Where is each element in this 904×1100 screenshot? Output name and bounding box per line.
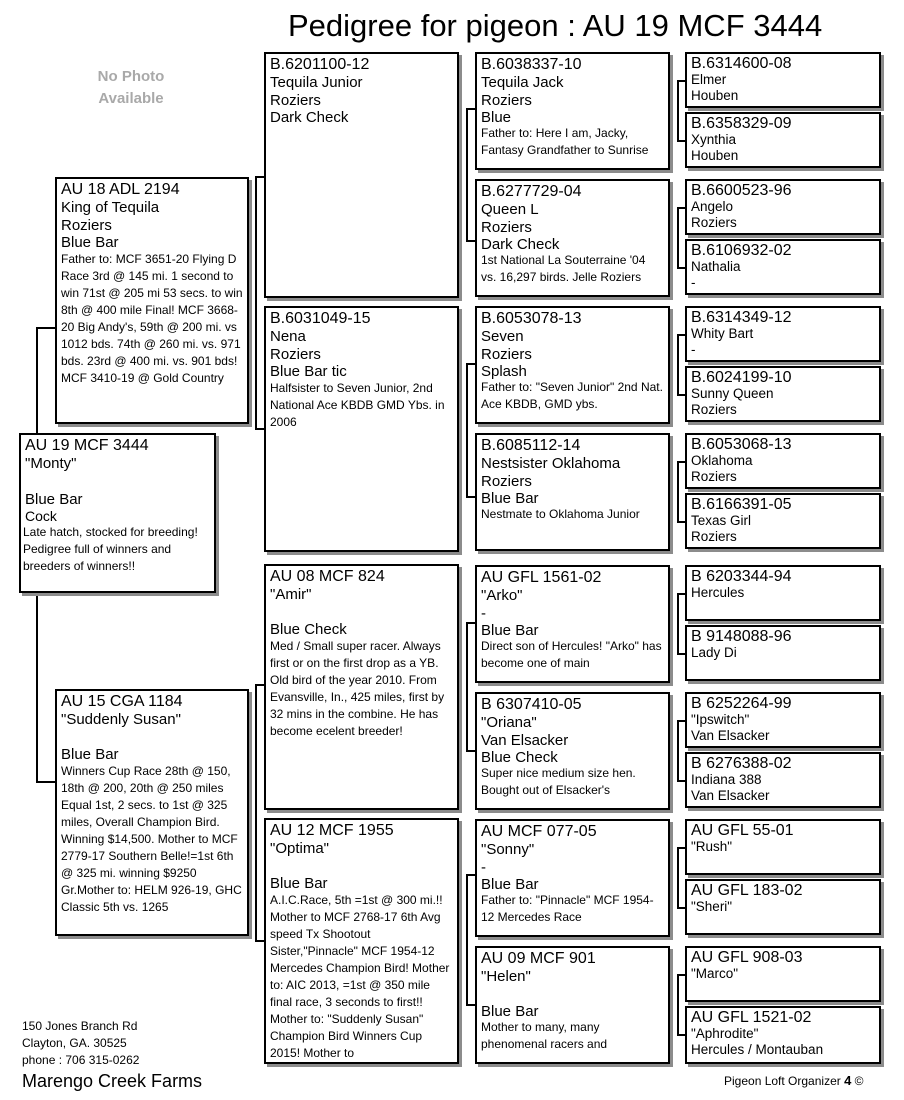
subject-name: "Monty": [25, 455, 77, 472]
software-version: 4: [844, 1073, 852, 1088]
sire-band: AU 18 ADL 2194: [61, 181, 180, 198]
connector: [36, 327, 55, 329]
gen5-band: B.6600523-96: [691, 182, 792, 199]
connector: [677, 461, 685, 463]
ancestor-notes: 1st National La Souterraine '04 vs. 16,297 birds. Jelle Roziers: [481, 253, 646, 284]
grandparent-color: Dark Check: [270, 109, 349, 126]
sire-card[interactable]: [55, 177, 249, 424]
gen5-card[interactable]: [685, 692, 881, 748]
connector: [677, 593, 679, 653]
ancestor-notes: Super nice medium size hen. Bought out of Elsacker's: [481, 766, 636, 797]
gen5-band: B.6314600-08: [691, 55, 792, 72]
ancestor-breeder: Roziers: [481, 92, 532, 109]
ancestor-color: Blue Bar: [481, 876, 539, 893]
connector: [677, 780, 685, 782]
ancestor-band: AU GFL 1561-02: [481, 569, 602, 586]
gen5-band: B.6358329-09: [691, 115, 792, 132]
connector: [255, 176, 257, 428]
connector: [677, 847, 679, 907]
ancestor-color: Blue Bar: [481, 1003, 539, 1020]
gen5-name: "Sheri": [691, 899, 733, 914]
gen5-breeder: Roziers: [691, 215, 737, 230]
ancestor-breeder: [481, 986, 664, 1004]
connector: [677, 461, 679, 521]
gen5-card[interactable]: [685, 493, 881, 549]
connector: [677, 974, 685, 976]
gen5-band: B.6166391-05: [691, 496, 792, 513]
connector: [466, 363, 468, 496]
gen5-band: B 9148088-96: [691, 628, 792, 645]
connector: [255, 176, 264, 178]
ancestor-color: Splash: [481, 363, 527, 380]
grandparent-notes: Halfsister to Seven Junior, 2nd National Ace KBDB GMD Ybs. in 2006: [270, 381, 445, 429]
grandparent-notes: A.I.C.Race, 5th =1st @ 300 mi.!! Mother to MCF 2768-17 6th Avg speed Tx Shootout Sister,"Pinnacle" MCF 1954-12 Mercedes Champion Bird! Mother to: AIC 2013, =1st @ 350 mile final race, 3 seconds to first!! Mother to: "Suddenly Susan" Champion Bird Winners Cup 2015! Mother to: [270, 893, 450, 1060]
ancestor-color: Blue Check: [481, 749, 558, 766]
connector: [466, 240, 475, 242]
ancestor-notes: Father to: "Seven Junior" 2nd Nat. Ace KBDB, GMD ybs.: [481, 380, 663, 411]
grandparent-band: AU 12 MCF 1955: [270, 822, 394, 839]
grandparent-name: Tequila Junior: [270, 74, 363, 91]
connector: [677, 267, 685, 269]
ancestor-breeder: Van Elsacker: [481, 732, 569, 749]
gen5-name: "Rush": [691, 839, 733, 854]
gen5-band: AU GFL 183-02: [691, 882, 803, 899]
gen5-band: B 6252264-99: [691, 695, 792, 712]
ancestor-breeder: Roziers: [481, 346, 532, 363]
address-block: [22, 1018, 139, 1069]
connector: [677, 720, 679, 780]
page-title: Pedigree for pigeon : AU 19 MCF 3444: [288, 8, 823, 43]
subject-notes: Late hatch, stocked for breeding! Pedigree full of winners and breeders of winners!!: [23, 525, 198, 573]
grandparent-band: AU 08 MCF 824: [270, 568, 385, 585]
ancestor-notes: Father to: "Pinnacle" MCF 1954-12 Mercedes Race: [481, 893, 654, 924]
great-grandparent-card[interactable]: [475, 946, 670, 1064]
connector: [677, 334, 679, 394]
subject-band: AU 19 MCF 3444: [25, 437, 149, 454]
gen5-breeder: -: [691, 342, 696, 357]
great-grandparent-card[interactable]: [475, 306, 670, 424]
gen5-card[interactable]: [685, 752, 881, 808]
ancestor-breeder: -: [481, 859, 486, 876]
connector: [466, 622, 475, 624]
grandparent-breeder: [270, 858, 453, 876]
ancestor-name: "Arko": [481, 587, 523, 604]
ancestor-breeder: -: [481, 605, 486, 622]
connector: [466, 363, 475, 365]
connector: [255, 684, 264, 686]
grandparent-band: B.6031049-15: [270, 310, 371, 327]
connector: [677, 653, 685, 655]
connector: [466, 108, 468, 240]
copyright-icon: ©: [854, 1074, 864, 1088]
ancestor-band: AU MCF 077-05: [481, 823, 597, 840]
ancestor-notes: Father to: Here I am, Jacky, Fantasy Grandfather to Sunrise: [481, 126, 649, 157]
grandparent-card[interactable]: [264, 52, 459, 298]
connector: [466, 874, 475, 876]
gen5-card[interactable]: [685, 1006, 881, 1064]
grandparent-color: Blue Bar: [270, 875, 328, 892]
gen5-name: Oklahoma: [691, 453, 753, 468]
gen5-card[interactable]: [685, 306, 881, 362]
grandparent-card[interactable]: [264, 306, 459, 552]
gen5-name: Nathalia: [691, 259, 741, 274]
gen5-band: B 6276388-02: [691, 755, 792, 772]
gen5-name: Elmer: [691, 72, 727, 87]
ancestor-band: B.6085112-14: [481, 437, 581, 454]
connector: [466, 750, 475, 752]
ancestor-name: Tequila Jack: [481, 74, 564, 91]
ancestor-name: Seven: [481, 328, 524, 345]
great-grandparent-card[interactable]: [475, 52, 670, 170]
ancestor-notes: Mother to many, many phenomenal racers and: [481, 1020, 608, 1051]
gen5-band: B.6024199-10: [691, 369, 792, 386]
no-photo-placeholder: [80, 66, 182, 110]
dam-band: AU 15 CGA 1184: [61, 693, 183, 710]
gen5-card[interactable]: [685, 625, 881, 681]
ancestor-name: Nestsister Oklahoma: [481, 455, 621, 472]
sire-name: King of Tequila: [61, 199, 160, 216]
gen5-breeder: Roziers: [691, 402, 737, 417]
subject-card[interactable]: [19, 433, 216, 593]
connector: [36, 781, 55, 783]
ancestor-band: B 6307410-05: [481, 696, 582, 713]
ancestor-band: AU 09 MCF 901: [481, 950, 596, 967]
connector: [255, 684, 257, 940]
great-grandparent-card[interactable]: [475, 692, 670, 810]
subject-blank-line: [25, 473, 210, 491]
gen5-name: Xynthia: [691, 132, 737, 147]
gen5-breeder: Van Elsacker: [691, 788, 770, 803]
gen5-card[interactable]: [685, 879, 881, 935]
grandparent-breeder: Roziers: [270, 92, 321, 109]
gen5-band: AU GFL 1521-02: [691, 1009, 812, 1026]
connector: [466, 622, 468, 750]
gen5-breeder: Roziers: [691, 529, 737, 544]
gen5-breeder: -: [691, 275, 696, 290]
ancestor-name: "Sonny": [481, 841, 535, 858]
grandparent-color: Blue Check: [270, 621, 347, 638]
connector: [677, 593, 685, 595]
great-grandparent-card[interactable]: [475, 179, 670, 297]
ancestor-name: "Oriana": [481, 714, 537, 731]
connector: [255, 940, 264, 942]
grandparent-color: Blue Bar tic: [270, 363, 347, 380]
gen5-name: "Aphrodite": [691, 1026, 759, 1041]
ancestor-color: Blue Bar: [481, 490, 539, 507]
connector: [677, 207, 685, 209]
gen5-card[interactable]: [685, 565, 881, 621]
gen5-band: AU GFL 55-01: [691, 822, 794, 839]
great-grandparent-card[interactable]: [475, 433, 670, 551]
gen5-card[interactable]: [685, 52, 881, 108]
gen5-band: B.6314349-12: [691, 309, 792, 326]
subject-sex: Cock: [25, 508, 57, 524]
gen5-card[interactable]: [685, 239, 881, 295]
gen5-breeder: Houben: [691, 88, 739, 103]
ancestor-band: B.6277729-04: [481, 183, 582, 200]
ancestor-color: Blue: [481, 109, 512, 126]
connector: [677, 907, 685, 909]
address-phone: phone : 706 315-0262: [22, 1053, 140, 1067]
connector: [255, 428, 264, 430]
ancestor-breeder: Roziers: [481, 473, 532, 490]
gen5-name: Indiana 388: [691, 772, 762, 787]
software-credit: [724, 1073, 864, 1088]
grandparent-breeder: Roziers: [270, 346, 321, 363]
grandparent-card[interactable]: [264, 818, 459, 1064]
connector: [677, 80, 679, 140]
sire-breeder: Roziers: [61, 217, 112, 234]
dam-notes: Winners Cup Race 28th @ 150, 18th @ 200, 20th @ 250 miles Equal 1st, 2 secs. to 1st @ 325 miles, Overall Champion Bird. Winning $14,500. Mother to MCF 2779-17 Southern Belle!=1st 6th @ 325 mi. winning $9250 Gr.Mother to: HELM 926-19, GHC Classic 5th vs. 1265: [61, 764, 242, 914]
connector: [36, 327, 38, 434]
dam-name: "Suddenly Susan": [61, 711, 181, 728]
software-name: Pigeon Loft Organizer: [724, 1074, 841, 1088]
ancestor-breeder: Roziers: [481, 219, 532, 236]
gen5-breeder: Roziers: [691, 469, 737, 484]
ancestor-name: Queen L: [481, 201, 539, 218]
grandparent-band: B.6201100-12: [270, 56, 370, 73]
gen5-name: Hercules: [691, 585, 745, 600]
subject-color: Blue Bar: [25, 491, 83, 508]
no-photo-line-2: Available: [98, 90, 164, 107]
ancestor-notes: Direct son of Hercules! "Arko" has become one of main: [481, 639, 662, 670]
grandparent-card[interactable]: [264, 564, 459, 810]
connector: [36, 592, 38, 781]
grandparent-name: Nena: [270, 328, 306, 345]
farm-name: Marengo Creek Farms: [22, 1071, 203, 1091]
gen5-breeder: Houben: [691, 148, 739, 163]
gen5-name: "Marco": [691, 966, 739, 981]
gen5-name: Texas Girl: [691, 513, 752, 528]
gen5-card[interactable]: [685, 433, 881, 489]
connector: [466, 1004, 475, 1006]
connector: [677, 140, 685, 142]
connector: [466, 874, 468, 1004]
gen5-band: B.6106932-02: [691, 242, 792, 259]
sire-color: Blue Bar: [61, 234, 119, 251]
gen5-name: "Ipswitch": [691, 712, 750, 727]
sire-notes: Father to: MCF 3651-20 Flying D Race 3rd @ 145 mi. 1 second to win 71st @ 205 mi 53 secs. to win 8th @ 400 mile Final! MCF 3668-20 Big Andy's, 59th @ 200 mi. vs 1012 bds. 74th @ 260 mi. vs. 971 bds. 23rd @ 400 mi. vs. 901 bds! MCF 3410-19 @ Gold Country: [61, 252, 243, 385]
connector: [677, 720, 685, 722]
address-street: 150 Jones Branch Rd: [22, 1019, 138, 1033]
gen5-card[interactable]: [685, 946, 881, 1002]
ancestor-color: Blue Bar: [481, 622, 539, 639]
ancestor-name: "Helen": [481, 968, 531, 985]
connector: [677, 521, 685, 523]
connector: [677, 847, 685, 849]
connector: [677, 974, 679, 1034]
dam-blank-line: [61, 729, 243, 747]
ancestor-band: B.6053078-13: [481, 310, 582, 327]
connector: [677, 334, 685, 336]
gen5-card[interactable]: [685, 819, 881, 875]
ancestor-band: B.6038337-10: [481, 56, 582, 73]
connector: [677, 207, 679, 267]
gen5-card[interactable]: [685, 179, 881, 235]
connector: [677, 394, 685, 396]
connector: [466, 108, 475, 110]
gen5-band: B.6053068-13: [691, 436, 792, 453]
grandparent-notes: Med / Small super racer. Always first or on the first drop as a YB. Old bird of the year 2010. From Evansville, In., 425 miles, first by 32 mins in the combine. He has become ecelent breeder!: [270, 639, 445, 738]
no-photo-line-1: No Photo: [97, 68, 165, 85]
great-grandparent-card[interactable]: [475, 565, 670, 683]
dam-card[interactable]: [55, 689, 249, 936]
connector: [677, 1034, 685, 1036]
connector: [677, 80, 685, 82]
gen5-card[interactable]: [685, 366, 881, 422]
grandparent-breeder: [270, 604, 453, 622]
ancestor-notes: Nestmate to Oklahoma Junior: [481, 507, 640, 521]
dam-color: Blue Bar: [61, 746, 119, 763]
gen5-name: Whity Bart: [691, 326, 754, 341]
gen5-name: Sunny Queen: [691, 386, 774, 401]
ancestor-color: Dark Check: [481, 236, 560, 253]
gen5-band: AU GFL 908-03: [691, 949, 803, 966]
gen5-name: Angelo: [691, 199, 734, 214]
great-grandparent-card[interactable]: [475, 819, 670, 937]
gen5-name: Lady Di: [691, 645, 737, 660]
gen5-card[interactable]: [685, 112, 881, 168]
address-city: Clayton, GA. 30525: [22, 1036, 127, 1050]
grandparent-name: "Optima": [270, 840, 329, 857]
gen5-breeder: Van Elsacker: [691, 728, 770, 743]
grandparent-name: "Amir": [270, 586, 312, 603]
connector: [466, 496, 475, 498]
gen5-band: B 6203344-94: [691, 568, 792, 585]
gen5-breeder: Hercules / Montauban: [691, 1042, 824, 1057]
